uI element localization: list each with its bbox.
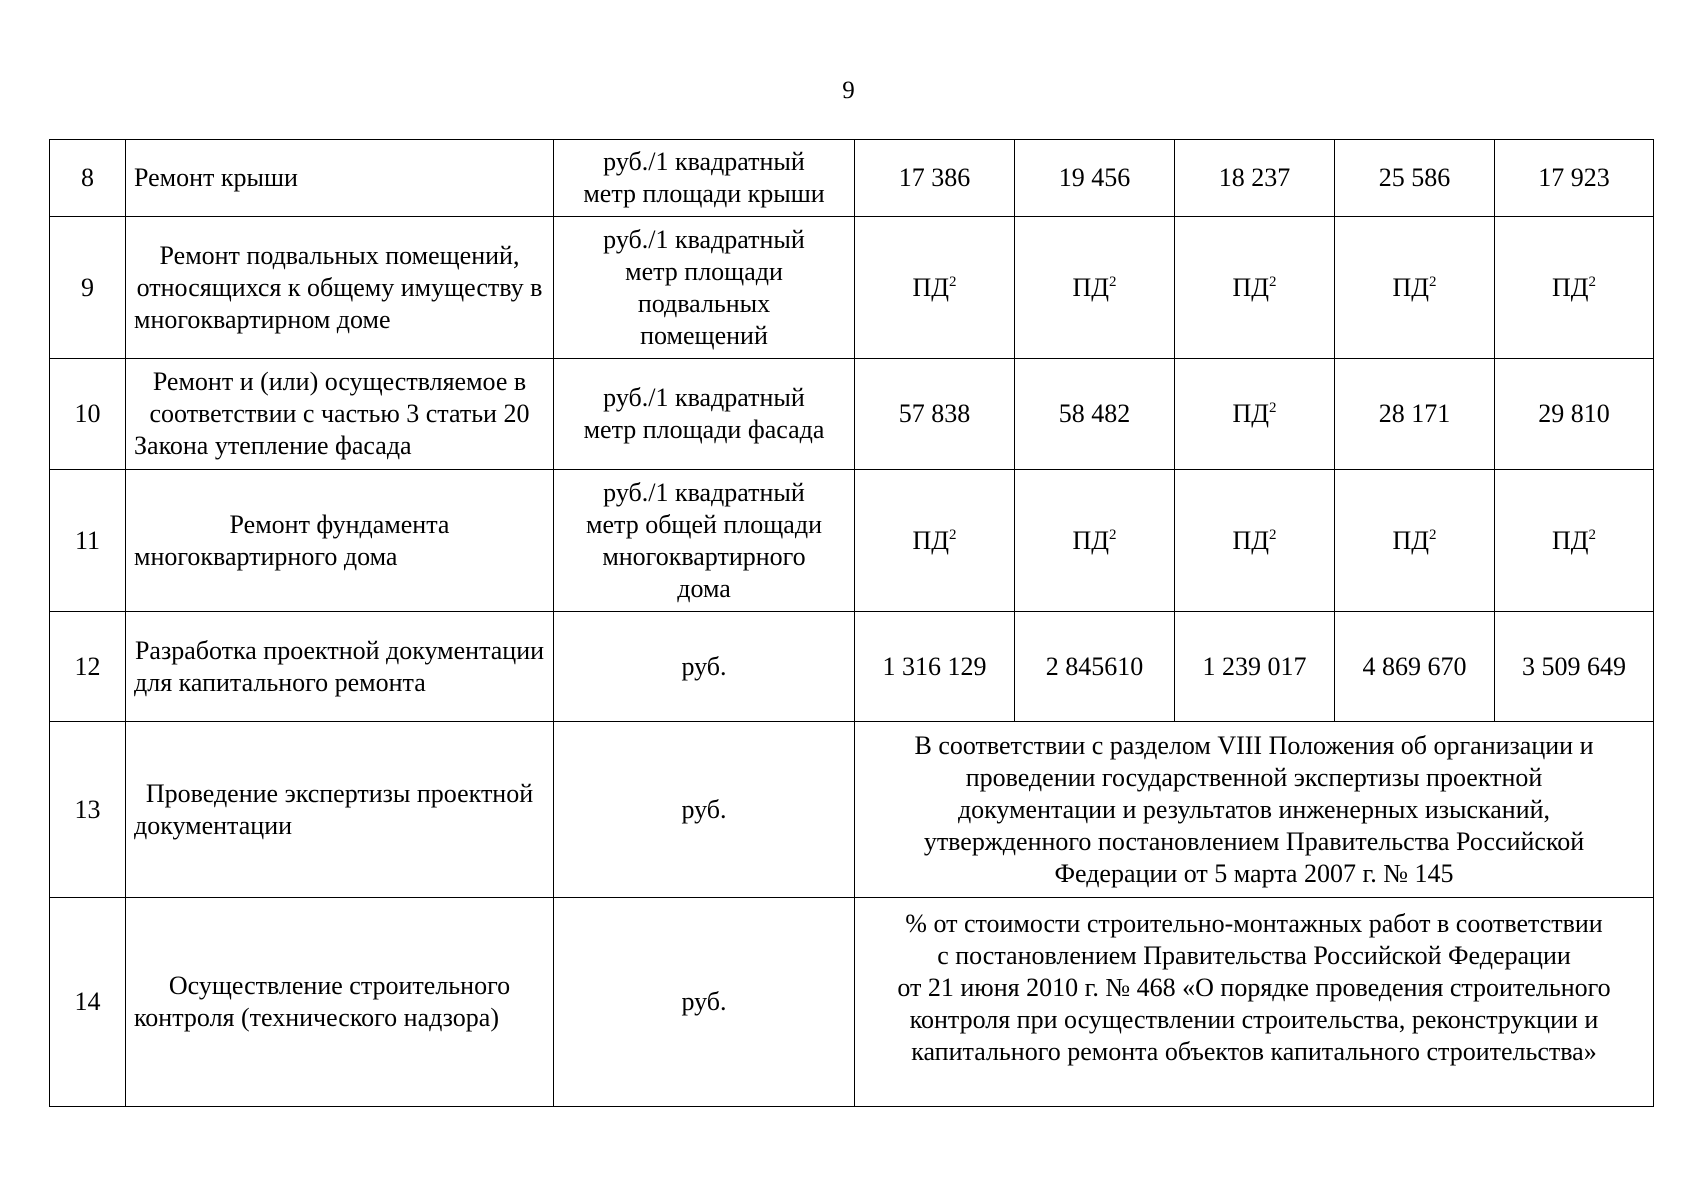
- value-cell: $ПД^2$: [1335, 217, 1495, 359]
- page-number: 9: [842, 77, 855, 104]
- value-cell: $ПД^2$: [1495, 470, 1654, 612]
- table-row: [50, 359, 1654, 470]
- value-cell: 57 838: [855, 359, 1015, 470]
- value-cell: 1 239 017: [1175, 612, 1335, 722]
- work-name: Проведение экспертизы проектной документации: [126, 722, 554, 898]
- value-cell: 3 509 649: [1495, 612, 1654, 722]
- work-name: Осуществление строительного контроля (технического надзора): [126, 898, 554, 1107]
- work-name: Ремонт и (или) осуществляемое в соответствии с частью 3 статьи 20 Закона утепление фасада: [126, 359, 554, 470]
- unit-cell: руб./1 квадратный метр площади крыши: [554, 140, 855, 217]
- value-cell: 18 237: [1175, 140, 1335, 217]
- value-cell: $ПД^2$: [1175, 359, 1335, 470]
- row-number: 9: [50, 217, 126, 359]
- value-cell: 1 316 129: [855, 612, 1015, 722]
- row-number: 10: [50, 359, 126, 470]
- merged-note-cell: В соответствии с разделом VIII Положения об организации и проведении государственной экспертизы проектной документации и результатов инженерных изысканий, утвержденного постановлением Правительства Российской Федерации от 5 марта 2007 г. № 145: [855, 722, 1654, 898]
- work-name: Разработка проектной документации для капитального ремонта: [126, 612, 554, 722]
- row-number: 11: [50, 470, 126, 612]
- value-cell: 17 386: [855, 140, 1015, 217]
- table-row: [50, 722, 1654, 898]
- table-row: [50, 140, 1654, 217]
- work-name: Ремонт крыши: [126, 140, 554, 217]
- unit-cell: руб./1 квадратный метр площади подвальных помещений: [554, 217, 855, 359]
- value-cell: $ПД^2$: [855, 217, 1015, 359]
- value-cell: $ПД^2$: [1495, 217, 1654, 359]
- value-cell: 25 586: [1335, 140, 1495, 217]
- value-cell: 58 482: [1015, 359, 1175, 470]
- row-number: 12: [50, 612, 126, 722]
- cost-table: [49, 139, 1654, 1107]
- unit-cell: руб./1 квадратный метр площади фасада: [554, 359, 855, 470]
- table-row: [50, 217, 1654, 359]
- value-cell: 17 923: [1495, 140, 1654, 217]
- value-cell: $ПД^2$: [1335, 470, 1495, 612]
- work-name: Ремонт подвальных помещений, относящихся к общему имуществу в многоквартирном доме: [126, 217, 554, 359]
- value-cell: 2 845610: [1015, 612, 1175, 722]
- unit-cell: руб.: [554, 898, 855, 1107]
- row-number: 13: [50, 722, 126, 898]
- table-row: [50, 898, 1654, 1107]
- merged-note-cell: % от стоимости строительно-монтажных работ в соответствии с постановлением Правительства Российской Федерации от 21 июня 2010 г. № 468 «О порядке проведения строительного контроля при осуществлении строительства, реконструкции и капитального ремонта объектов капитального строительства»: [855, 898, 1654, 1107]
- value-cell: 4 869 670: [1335, 612, 1495, 722]
- unit-cell: руб./1 квадратный метр общей площади многоквартирного дома: [554, 470, 855, 612]
- table-row: [50, 470, 1654, 612]
- value-cell: $ПД^2$: [1015, 217, 1175, 359]
- work-name: Ремонт фундамента многоквартирного дома: [126, 470, 554, 612]
- value-cell: $ПД^2$: [855, 470, 1015, 612]
- value-cell: 29 810: [1495, 359, 1654, 470]
- table-row: [50, 612, 1654, 722]
- row-number: 14: [50, 898, 126, 1107]
- value-cell: $ПД^2$: [1175, 217, 1335, 359]
- value-cell: $ПД^2$: [1015, 470, 1175, 612]
- value-cell: 19 456: [1015, 140, 1175, 217]
- unit-cell: руб.: [554, 612, 855, 722]
- value-cell: 28 171: [1335, 359, 1495, 470]
- row-number: 8: [50, 140, 126, 217]
- unit-cell: руб.: [554, 722, 855, 898]
- value-cell: $ПД^2$: [1175, 470, 1335, 612]
